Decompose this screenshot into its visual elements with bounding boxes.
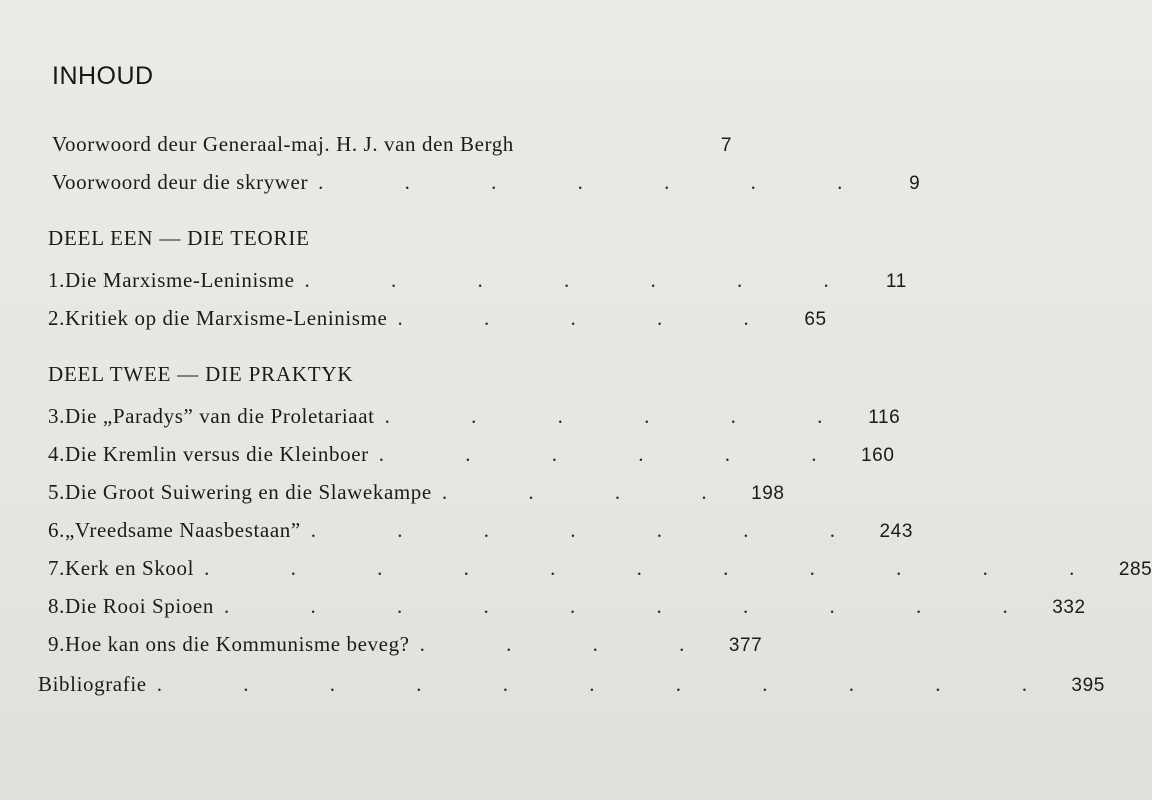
toc-page-number: 285 bbox=[1118, 559, 1152, 580]
chapter-number: 2. bbox=[48, 306, 65, 330]
chapter-number: 1. bbox=[48, 268, 65, 292]
toc-entry-chapter-4 bbox=[48, 442, 895, 472]
toc-entry-bibliography bbox=[38, 672, 1105, 702]
chapter-number: 3. bbox=[48, 404, 65, 428]
toc-page-number: 377 bbox=[728, 635, 763, 656]
toc-entry-chapter-9 bbox=[48, 632, 763, 662]
toc-page-number: 116 bbox=[868, 407, 901, 428]
toc-page-number: 7 bbox=[720, 135, 732, 156]
dot-leader: . . . . . . . . . . . bbox=[204, 556, 1113, 580]
dot-leader: . . . . bbox=[441, 480, 745, 504]
part-heading-1: DEEL EEN — DIE TEORIE bbox=[48, 226, 310, 250]
chapter-number: 8. bbox=[48, 594, 65, 618]
toc-page-number: 332 bbox=[1052, 597, 1086, 618]
toc-page-number: 9 bbox=[909, 173, 921, 194]
toc-entry-text: Kerk en Skool bbox=[64, 556, 195, 580]
toc-entry-chapter-3 bbox=[48, 404, 901, 434]
toc-entry-foreword-1 bbox=[52, 132, 732, 162]
toc-page-number: 65 bbox=[804, 309, 827, 330]
dot-leader: . . . . . . . bbox=[318, 170, 881, 194]
toc-entry-text: Die „Paradys” van die Proletariaat bbox=[64, 404, 375, 428]
toc-entry-text: Die Groot Suiwering en die Slawekampe bbox=[64, 480, 432, 504]
toc-entry-text: Die Marxisme-Leninisme bbox=[64, 268, 295, 292]
toc-entry-chapter-8 bbox=[48, 594, 1086, 624]
dot-leader: . . . . . . . . . . . bbox=[156, 672, 1065, 696]
chapter-number: 7. bbox=[48, 556, 65, 580]
toc-page-number: 243 bbox=[879, 521, 914, 542]
page-title: INHOUD bbox=[52, 62, 154, 90]
toc-page-number: 395 bbox=[1071, 675, 1105, 696]
chapter-number: 6. bbox=[48, 518, 65, 542]
chapter-number: 9. bbox=[48, 632, 65, 656]
toc-entry-text: Hoe kan ons die Kommunisme beveg? bbox=[64, 632, 410, 656]
part-heading-2: DEEL TWEE — DIE PRAKTYK bbox=[48, 362, 354, 386]
dot-leader: . . . . . . . bbox=[310, 518, 874, 542]
toc-entry-text: Die Kremlin versus die Kleinboer bbox=[64, 442, 369, 466]
toc-entry-text: Bibliografie bbox=[38, 672, 147, 696]
dot-leader: . . . . . . . bbox=[304, 268, 867, 292]
toc-entry-chapter-6 bbox=[48, 518, 914, 548]
toc-entry-text: „Vreedsame Naasbestaan” bbox=[64, 518, 301, 542]
dot-leader: . . . . . . bbox=[384, 404, 861, 428]
toc-page-number: 198 bbox=[751, 483, 785, 504]
toc-page-number: 160 bbox=[860, 445, 895, 466]
toc-entry-chapter-7 bbox=[48, 556, 1152, 586]
toc-entry-foreword-2 bbox=[52, 170, 921, 200]
toc-entry-chapter-5 bbox=[48, 480, 785, 510]
dot-leader: . . . . bbox=[419, 632, 723, 656]
dot-leader: . . . . . . . . . . bbox=[223, 594, 1046, 618]
toc-entry-chapter-1 bbox=[48, 268, 907, 298]
chapter-number: 4. bbox=[48, 442, 65, 466]
chapter-number: 5. bbox=[48, 480, 65, 504]
dot-leader: . . . . . . bbox=[378, 442, 855, 466]
dot-leader: . . . . . bbox=[397, 306, 787, 330]
toc-entry-text: Die Rooi Spioen bbox=[64, 594, 214, 618]
toc-entry-chapter-2 bbox=[48, 306, 827, 336]
toc-page-number: 11 bbox=[885, 271, 907, 292]
toc-entry-text: Voorwoord deur Generaal-maj. H. J. van den Bergh bbox=[52, 132, 514, 156]
toc-entry-text: Voorwoord deur die skrywer bbox=[52, 170, 309, 194]
toc-entry-text: Kritiek op die Marxisme-Leninisme bbox=[64, 306, 388, 330]
